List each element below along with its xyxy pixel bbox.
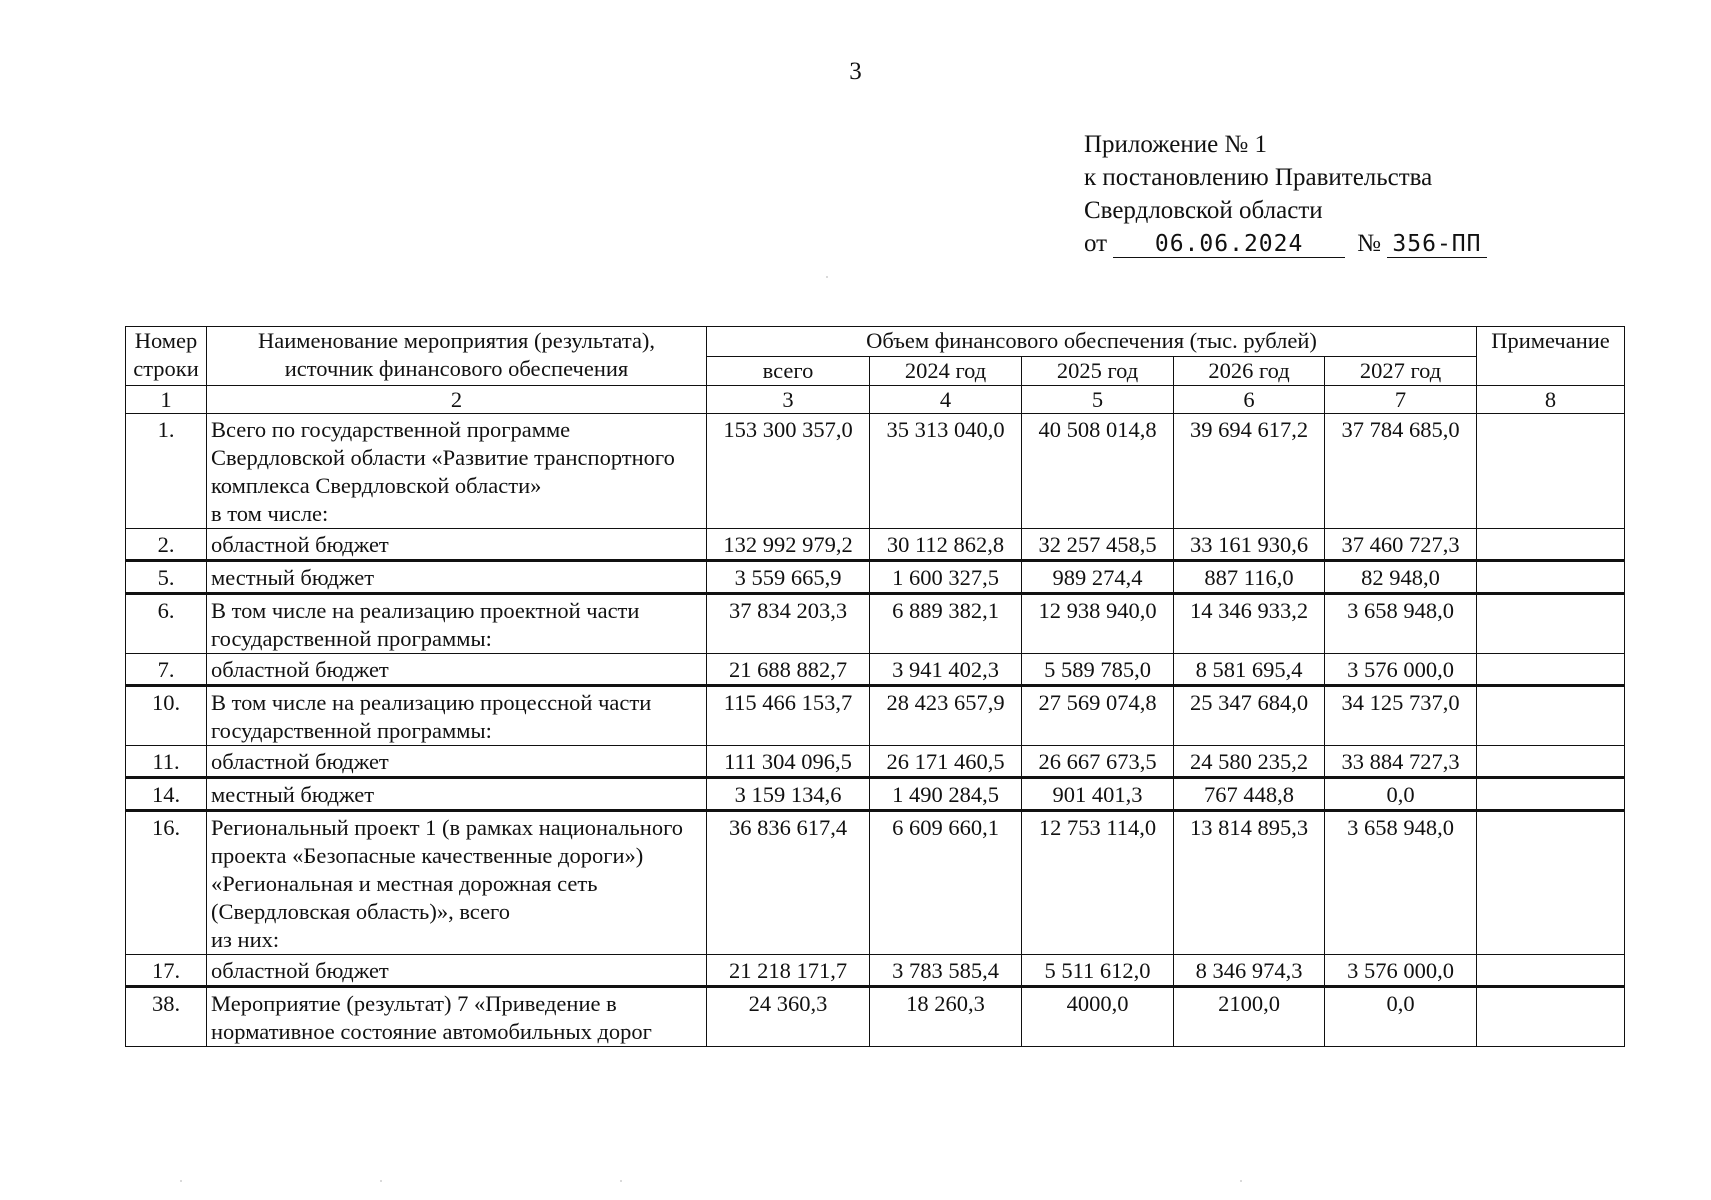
value-2025: 989 274,4: [1022, 561, 1174, 594]
column-number: 3: [707, 386, 870, 414]
value-2026: 25 347 684,0: [1174, 686, 1325, 746]
table-row: [126, 594, 1625, 654]
value-2026: 14 346 933,2: [1174, 594, 1325, 654]
value-total: 153 300 357,0: [707, 414, 870, 529]
table-row: [126, 746, 1625, 778]
value-2027: 82 948,0: [1325, 561, 1477, 594]
value-total: 3 559 665,9: [707, 561, 870, 594]
value-2025: 4000,0: [1022, 987, 1174, 1047]
row-number: 2.: [126, 529, 207, 561]
number-label: №: [1357, 230, 1381, 257]
value-2026: 24 580 235,2: [1174, 746, 1325, 778]
scan-artifact: [620, 1180, 622, 1182]
row-number: 5.: [126, 561, 207, 594]
value-2027: 0,0: [1325, 778, 1477, 811]
value-2027: 33 884 727,3: [1325, 746, 1477, 778]
row-name: областной бюджет: [207, 746, 707, 778]
column-number: 1: [126, 386, 207, 414]
row-note: [1477, 746, 1625, 778]
column-number: 7: [1325, 386, 1477, 414]
appendix-date-number-row: [1084, 227, 1487, 260]
table-row: [126, 414, 1625, 529]
value-2025: 40 508 014,8: [1022, 414, 1174, 529]
value-2025: 27 569 074,8: [1022, 686, 1174, 746]
appendix-decree-line: к постановлению Правительства: [1084, 164, 1433, 191]
table-row: [126, 654, 1625, 686]
table-row: [126, 955, 1625, 987]
scan-artifact: [1240, 1180, 1242, 1182]
value-2026: 767 448,8: [1174, 778, 1325, 811]
value-total: 37 834 203,3: [707, 594, 870, 654]
row-number: 7.: [126, 654, 207, 686]
row-name: местный бюджет: [207, 561, 707, 594]
value-2026: 33 161 930,6: [1174, 529, 1325, 561]
row-name: областной бюджет: [207, 654, 707, 686]
date-label: от: [1084, 230, 1108, 257]
row-name: В том числе на реализацию процессной части государственной программы:: [207, 686, 707, 746]
value-2027: 37 784 685,0: [1325, 414, 1477, 529]
value-2024: 26 171 460,5: [870, 746, 1022, 778]
header-2024: 2024 год: [870, 357, 1022, 386]
value-2027: 34 125 737,0: [1325, 686, 1477, 746]
table-row: [126, 811, 1625, 955]
row-name: областной бюджет: [207, 529, 707, 561]
value-total: 132 992 979,2: [707, 529, 870, 561]
column-number: 6: [1174, 386, 1325, 414]
value-2025: 5 511 612,0: [1022, 955, 1174, 987]
financing-table: [125, 326, 1625, 1047]
value-2026: 13 814 895,3: [1174, 811, 1325, 955]
value-2026: 887 116,0: [1174, 561, 1325, 594]
row-note: [1477, 955, 1625, 987]
value-total: 21 218 171,7: [707, 955, 870, 987]
row-number: 14.: [126, 778, 207, 811]
value-total: 21 688 882,7: [707, 654, 870, 686]
value-2026: 8 346 974,3: [1174, 955, 1325, 987]
value-2024: 35 313 040,0: [870, 414, 1022, 529]
table-row: [126, 778, 1625, 811]
value-total: 3 159 134,6: [707, 778, 870, 811]
row-number: 17.: [126, 955, 207, 987]
row-name: Всего по государственной программе Свердловской области «Развитие транспортного комплекса Свердловской области» в том числе:: [207, 414, 707, 529]
value-2027: 0,0: [1325, 987, 1477, 1047]
value-2027: 3 576 000,0: [1325, 654, 1477, 686]
scan-artifact: [180, 1180, 182, 1182]
value-2025: 12 938 940,0: [1022, 594, 1174, 654]
row-note: [1477, 594, 1625, 654]
value-total: 24 360,3: [707, 987, 870, 1047]
value-2026: 2100,0: [1174, 987, 1325, 1047]
appendix-header: [1084, 128, 1487, 260]
row-number: 38.: [126, 987, 207, 1047]
table-row: [126, 529, 1625, 561]
value-2025: 26 667 673,5: [1022, 746, 1174, 778]
row-name: В том числе на реализацию проектной части государственной программы:: [207, 594, 707, 654]
row-note: [1477, 686, 1625, 746]
value-2024: 6 609 660,1: [870, 811, 1022, 955]
value-total: 115 466 153,7: [707, 686, 870, 746]
value-2027: 3 658 948,0: [1325, 811, 1477, 955]
page-number: 3: [849, 58, 862, 85]
header-2027: 2027 год: [1325, 357, 1477, 386]
table-row: [126, 686, 1625, 746]
header-2025: 2025 год: [1022, 357, 1174, 386]
row-number: 6.: [126, 594, 207, 654]
column-number: 2: [207, 386, 707, 414]
value-total: 111 304 096,5: [707, 746, 870, 778]
appendix-title: Приложение № 1: [1084, 131, 1268, 158]
row-note: [1477, 778, 1625, 811]
row-number: 1.: [126, 414, 207, 529]
value-2027: 3 658 948,0: [1325, 594, 1477, 654]
number-value: 356-ПП: [1387, 231, 1487, 258]
header-name: Наименование мероприятия (результата), источник финансового обеспечения: [207, 327, 707, 386]
row-name: Мероприятие (результат) 7 «Приведение в нормативное состояние автомобильных дорог: [207, 987, 707, 1047]
row-note: [1477, 529, 1625, 561]
value-2024: 1 600 327,5: [870, 561, 1022, 594]
value-total: 36 836 617,4: [707, 811, 870, 955]
row-number: 11.: [126, 746, 207, 778]
table-body: [126, 414, 1625, 1047]
value-2026: 39 694 617,2: [1174, 414, 1325, 529]
column-number: 5: [1022, 386, 1174, 414]
value-2025: 32 257 458,5: [1022, 529, 1174, 561]
value-2025: 12 753 114,0: [1022, 811, 1174, 955]
header-2026: 2026 год: [1174, 357, 1325, 386]
row-note: [1477, 414, 1625, 529]
value-2024: 3 941 402,3: [870, 654, 1022, 686]
header-total: всего: [707, 357, 870, 386]
header-row-number: Номер строки: [126, 327, 207, 386]
appendix-region-line: Свердловской области: [1084, 197, 1323, 224]
row-note: [1477, 654, 1625, 686]
value-2027: 3 576 000,0: [1325, 955, 1477, 987]
table-row: [126, 561, 1625, 594]
header-note: Примечание: [1477, 327, 1625, 386]
column-number: 8: [1477, 386, 1625, 414]
value-2025: 5 589 785,0: [1022, 654, 1174, 686]
scan-artifact: [826, 276, 828, 278]
row-note: [1477, 811, 1625, 955]
value-2026: 8 581 695,4: [1174, 654, 1325, 686]
header-volume: Объем финансового обеспечения (тыс. рублей): [707, 327, 1477, 357]
row-number: 16.: [126, 811, 207, 955]
column-number-row: [126, 386, 1625, 414]
row-name: местный бюджет: [207, 778, 707, 811]
table-row: [126, 987, 1625, 1047]
value-2024: 6 889 382,1: [870, 594, 1022, 654]
row-note: [1477, 987, 1625, 1047]
value-2024: 28 423 657,9: [870, 686, 1022, 746]
row-name: областной бюджет: [207, 955, 707, 987]
value-2027: 37 460 727,3: [1325, 529, 1477, 561]
value-2025: 901 401,3: [1022, 778, 1174, 811]
row-note: [1477, 561, 1625, 594]
row-name: Региональный проект 1 (в рамках национального проекта «Безопасные качественные дороги») «Региональная и местная дорожная сеть (Свердловская область)», всего из них:: [207, 811, 707, 955]
value-2024: 18 260,3: [870, 987, 1022, 1047]
column-number: 4: [870, 386, 1022, 414]
value-2024: 3 783 585,4: [870, 955, 1022, 987]
scan-artifact: [380, 1180, 382, 1182]
row-number: 10.: [126, 686, 207, 746]
value-2024: 1 490 284,5: [870, 778, 1022, 811]
date-value: 06.06.2024: [1113, 231, 1345, 258]
value-2024: 30 112 862,8: [870, 529, 1022, 561]
